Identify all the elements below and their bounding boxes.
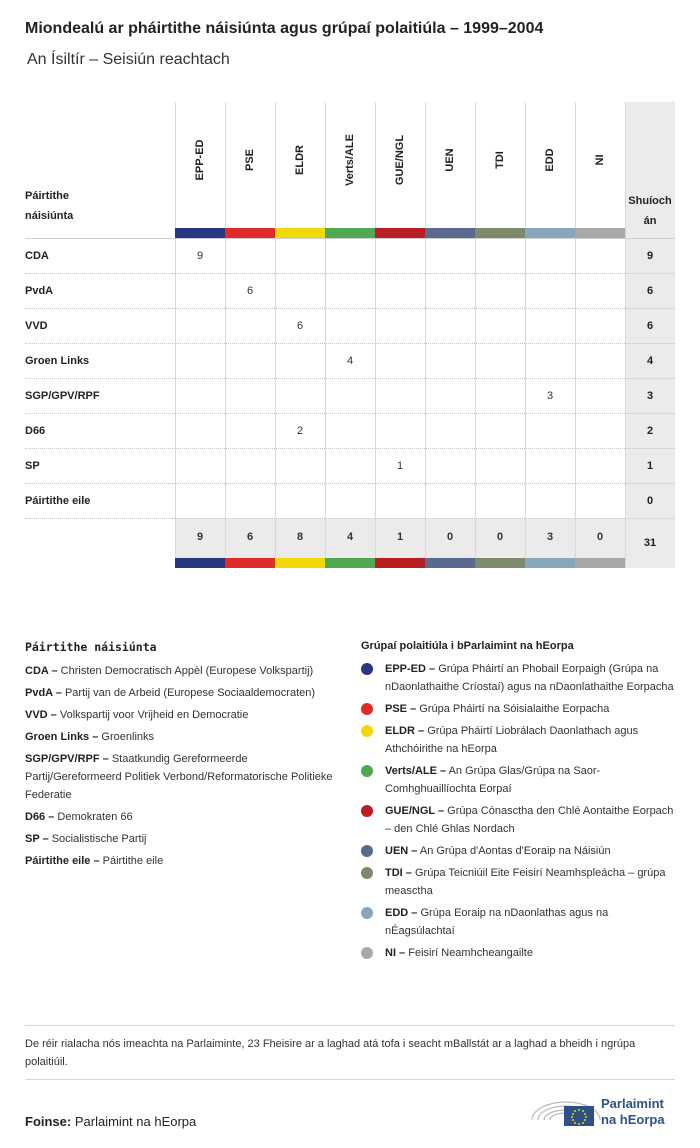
seat-value: 4 — [346, 355, 354, 367]
group-legend-item — [361, 802, 677, 838]
party-abbreviation: VVD – — [25, 709, 57, 721]
party-total: 3 — [646, 390, 654, 402]
group-full-name: Grúpa Pháirtí an Phobail Eorpaigh (Grúpa na nDaonlathaithe Críostaí) agus na nDaonlathaithe Eorpacha — [385, 663, 674, 693]
party-full-name: Demokraten 66 — [57, 811, 133, 823]
group-legend-item — [361, 904, 677, 940]
breakdown-table — [25, 102, 675, 568]
source-value: Parlaimint na hEorpa — [74, 1114, 197, 1129]
group-header-guengl — [375, 102, 425, 228]
party-name: SGP/GPV/RPF — [25, 390, 100, 402]
party-name: Páirtithe eile — [25, 495, 91, 507]
group-header-label: Verts/ALE — [344, 134, 356, 186]
party-full-name: Partij van de Arbeid (Europese Sociaaldemocraten) — [64, 687, 316, 699]
source-label: Foinse: — [25, 1114, 72, 1129]
group-color-bar — [575, 228, 625, 238]
party-abbreviation: SGP/GPV/RPF – — [25, 753, 109, 765]
party-abbreviation: D66 – — [25, 811, 55, 823]
group-abbreviation: EPP-ED – — [385, 663, 436, 675]
row-divider — [25, 483, 675, 484]
group-total: 9 — [196, 531, 204, 543]
national-legend-item — [25, 684, 335, 702]
group-total: 8 — [296, 531, 304, 543]
group-abbreviation: UEN – — [385, 845, 418, 857]
group-header-label: ELDR — [294, 145, 306, 175]
group-header-tdi — [475, 102, 525, 228]
party-total: 4 — [646, 355, 654, 367]
group-color-bar — [375, 558, 425, 568]
group-abbreviation: EDD – — [385, 907, 418, 919]
party-name: CDA — [25, 250, 49, 262]
party-name: D66 — [25, 425, 46, 437]
group-full-name: Grúpa Teicniúil Eite Feisirí Neamhspleácha – grúpa measctha — [385, 867, 666, 897]
group-header-label: UEN — [444, 148, 456, 172]
group-header-uen — [425, 102, 475, 228]
national-legend-item — [25, 706, 335, 724]
group-header-ni — [575, 102, 625, 228]
page-subtitle: An Ísiltír – Seisiún reachtach — [27, 51, 230, 68]
group-color-bar — [525, 228, 575, 238]
group-color-dot-icon — [361, 867, 373, 879]
group-header-label: PSE — [244, 148, 256, 172]
party-full-name: Christen Democratisch Appèl (Europese Volkspartij) — [60, 665, 314, 677]
seats-column-header: Shuíoch án — [628, 195, 672, 227]
party-total: 6 — [646, 285, 654, 297]
group-color-dot-icon — [361, 947, 373, 959]
party-abbreviation: PvdA – — [25, 687, 62, 699]
groups-legend-title: Grúpaí polaitiúla i bParlaimint na hEorpa — [361, 640, 574, 652]
group-abbreviation: PSE – — [385, 703, 417, 715]
group-total: 0 — [446, 531, 454, 543]
group-color-dot-icon — [361, 845, 373, 857]
group-abbreviation: Verts/ALE – — [385, 765, 447, 777]
grand-total: 31 — [643, 537, 657, 549]
seat-value: 6 — [296, 320, 304, 332]
group-full-name: An Grúpa Glas/Grúpa na Saor-Comhghuaillíochta Eorpaí — [385, 765, 601, 795]
party-abbreviation: CDA – — [25, 665, 58, 677]
group-legend-item — [361, 762, 677, 798]
group-legend-item — [361, 660, 677, 696]
party-full-name: Staatkundig Gereformeerde Partij/Gereformeerd Politiek Verbond/Reformatorische Politieke Federatie — [25, 753, 333, 801]
row-divider — [25, 308, 675, 309]
party-abbreviation: Páirtithe eile – — [25, 855, 100, 867]
party-total: 2 — [646, 425, 654, 437]
group-header-eldr — [275, 102, 325, 228]
group-color-bar — [175, 228, 225, 238]
seat-value: 1 — [396, 460, 404, 472]
group-total: 6 — [246, 531, 254, 543]
seat-value: 2 — [296, 425, 304, 437]
group-abbreviation: ELDR – — [385, 725, 425, 737]
group-legend-item — [361, 700, 677, 718]
group-color-bar — [525, 558, 575, 568]
national-legend-item — [25, 728, 335, 746]
group-legend-item — [361, 864, 677, 900]
party-name: PvdA — [25, 285, 54, 297]
group-total: 1 — [396, 531, 404, 543]
row-divider — [25, 273, 675, 274]
row-divider — [25, 378, 675, 379]
group-color-bar — [575, 558, 625, 568]
group-header-label: NI — [594, 154, 606, 166]
group-legend-item — [361, 842, 677, 860]
group-header-edd — [525, 102, 575, 228]
group-header-label: EPP-ED — [194, 139, 206, 181]
national-legend-item — [25, 750, 335, 804]
party-name: VVD — [25, 320, 48, 332]
rules-note: De réir rialacha nós imeachta na Parlaiminte, 23 Fheisire ar a laghad atá tofa i seacht mBallstát ar a laghad a bheidh i ngrúpa polaitiúil. — [25, 1038, 636, 1068]
row-divider — [25, 343, 675, 344]
group-abbreviation: TDI – — [385, 867, 412, 879]
group-legend-item — [361, 722, 677, 758]
group-color-dot-icon — [361, 725, 373, 737]
group-color-dot-icon — [361, 805, 373, 817]
group-color-bar — [325, 228, 375, 238]
group-abbreviation: GUE/NGL – — [385, 805, 445, 817]
party-total: 9 — [646, 250, 654, 262]
group-header-label: EDD — [544, 148, 556, 172]
group-header-vertsale — [325, 102, 375, 228]
group-full-name: Feisirí Neamhcheangailte — [408, 947, 533, 959]
group-full-name: Grúpa Eoraip na nDaonlathas agus na nÉagsúlachtaí — [385, 907, 609, 937]
source-line — [25, 1114, 196, 1129]
group-header-label: TDI — [494, 151, 506, 169]
national-legend-item — [25, 808, 335, 826]
group-full-name: Grúpa Pháirtí Liobrálach Daonlathach agus Athchóirithe na hEorpa — [385, 725, 639, 755]
group-color-bar — [325, 558, 375, 568]
group-full-name: Grúpa Cónasctha den Chlé Aontaithe Eorpach – den Chlé Ghlas Nordach — [385, 805, 674, 835]
row-divider — [25, 413, 675, 414]
group-color-bar — [225, 558, 275, 568]
seat-value: 6 — [246, 285, 254, 297]
divider — [25, 1079, 675, 1080]
party-total: 1 — [646, 460, 654, 472]
party-abbreviation: Groen Links – — [25, 731, 99, 743]
party-column-header: Páirtithe náisiúnta — [25, 190, 74, 222]
party-full-name: Páirtithe eile — [102, 855, 164, 867]
group-full-name: An Grúpa d'Aontas d'Eoraip na Náisiún — [419, 845, 611, 857]
row-divider — [25, 448, 675, 449]
group-header-epped — [175, 102, 225, 228]
group-color-dot-icon — [361, 907, 373, 919]
group-total: 0 — [496, 531, 504, 543]
group-full-name: Grúpa Pháirtí na Sóisialaithe Eorpacha — [419, 703, 610, 715]
group-total: 3 — [546, 531, 554, 543]
group-color-dot-icon — [361, 765, 373, 777]
group-total: 0 — [596, 531, 604, 543]
party-full-name: Socialistische Partij — [51, 833, 147, 845]
group-header-pse — [225, 102, 275, 228]
logo-text: Parlaimint na hEorpa — [601, 1096, 665, 1127]
group-color-bar — [175, 558, 225, 568]
group-color-bar — [425, 228, 475, 238]
group-header-label: GUE/NGL — [394, 134, 406, 186]
group-color-bar — [475, 228, 525, 238]
seat-value: 3 — [546, 390, 554, 402]
party-full-name: Volkspartij voor Vrijheid en Democratie — [59, 709, 249, 721]
national-legend-item — [25, 852, 335, 870]
group-abbreviation: NI – — [385, 947, 406, 959]
national-legend-item — [25, 830, 335, 848]
group-color-dot-icon — [361, 663, 373, 675]
party-total: 0 — [646, 495, 654, 507]
party-full-name: Groenlinks — [101, 731, 154, 743]
group-color-bar — [475, 558, 525, 568]
national-legend-item — [25, 662, 335, 680]
row-divider — [25, 518, 675, 519]
group-color-bar — [225, 228, 275, 238]
page-title: Miondealú ar pháirtithe náisiúnta agus grúpaí polaitiúla – 1999–2004 — [25, 20, 544, 37]
group-color-bar — [275, 558, 325, 568]
party-name: Groen Links — [25, 355, 90, 367]
political-groups-legend — [361, 640, 677, 966]
group-color-bar — [425, 558, 475, 568]
header-rule — [25, 238, 675, 239]
group-total: 4 — [346, 531, 354, 543]
seat-value: 9 — [196, 250, 204, 262]
party-abbreviation: SP – — [25, 833, 49, 845]
group-color-bar — [275, 228, 325, 238]
national-legend-title: Páirtithe náisiúnta — [25, 640, 157, 654]
group-color-bar — [375, 228, 425, 238]
group-legend-item — [361, 944, 677, 962]
group-color-dot-icon — [361, 703, 373, 715]
party-name: SP — [25, 460, 40, 472]
divider — [25, 1025, 675, 1026]
national-parties-legend — [25, 640, 335, 874]
party-total: 6 — [646, 320, 654, 332]
